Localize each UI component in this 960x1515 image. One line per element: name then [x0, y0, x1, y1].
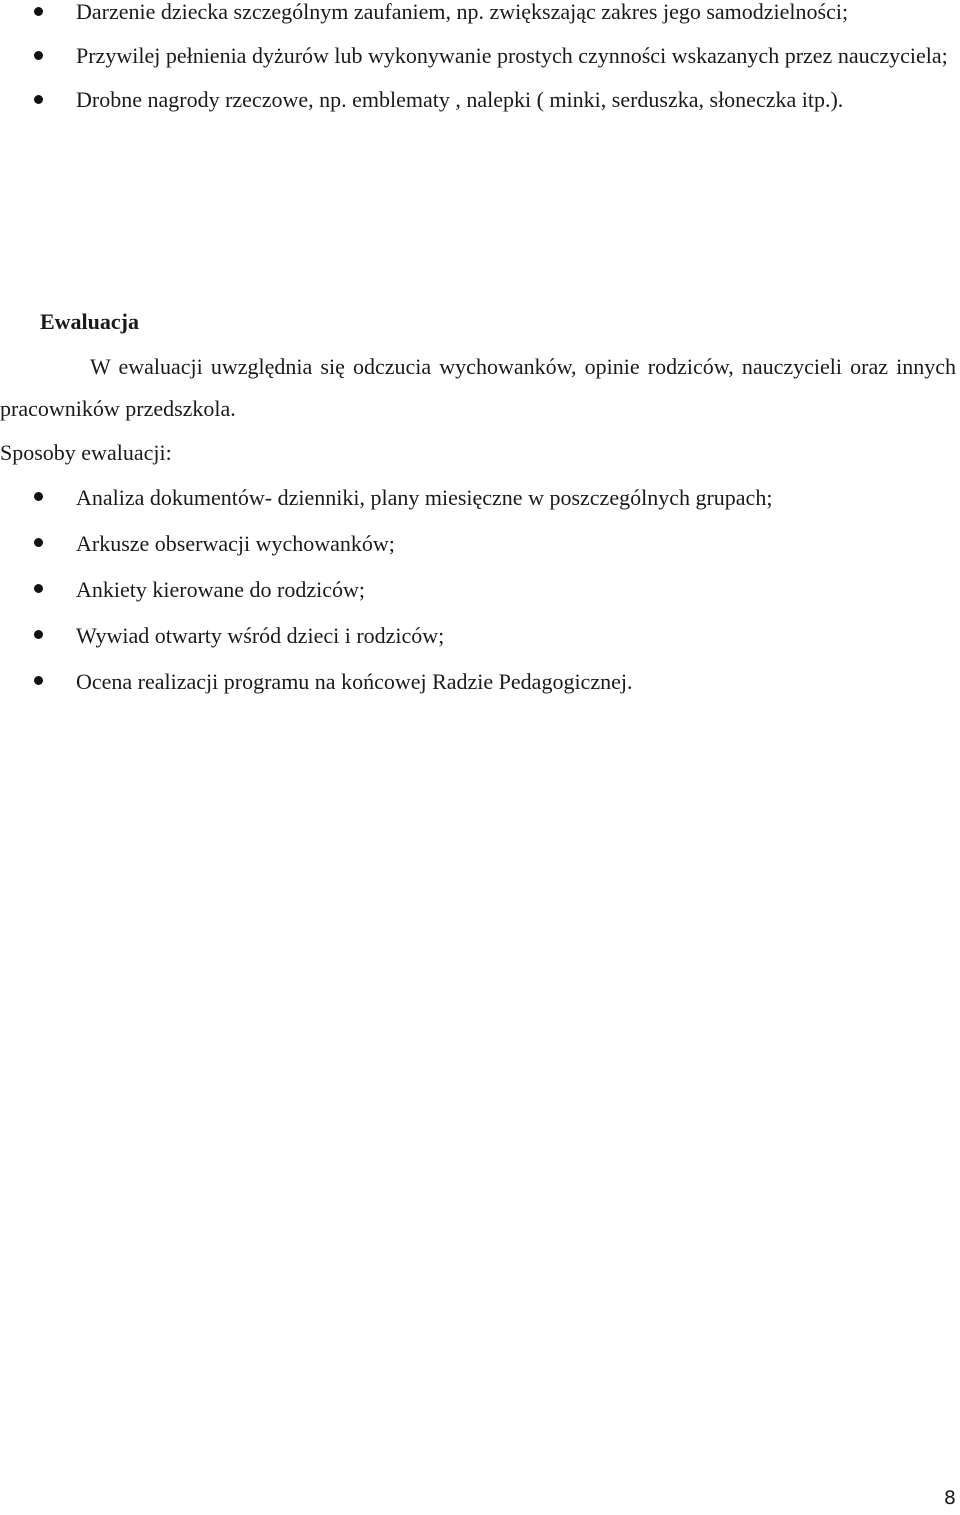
list-item-text: Analiza dokumentów- dzienniki, plany miesięczne w poszczególnych grupach; [76, 485, 773, 510]
list-item-text: Arkusze obserwacji wychowanków; [76, 531, 395, 556]
bullet-icon [34, 630, 43, 639]
list-item [0, 34, 960, 78]
bullet-icon [34, 676, 43, 685]
evaluation-paragraph: W ewaluacji uwzględnia się odczucia wychowanków, opinie rodziców, nauczycieli oraz innych pracowników przedszkola. [0, 354, 956, 421]
evaluation-methods-list [0, 475, 960, 705]
list-item [0, 567, 960, 613]
list-item [0, 475, 960, 521]
list-item [0, 521, 960, 567]
methods-label: Sposoby ewaluacji: [0, 440, 172, 465]
list-item-text: Darzenie dziecka szczególnym zaufaniem, np. zwiększając zakres jego samodzielności; [76, 0, 849, 24]
list-item [0, 613, 960, 659]
list-item-text: Ocena realizacji programu na końcowej Radzie Pedagogicznej. [76, 669, 633, 694]
page-number: 8 [943, 1487, 956, 1509]
bullet-icon [34, 95, 43, 104]
list-item-text: Przywilej pełnienia dyżurów lub wykonywanie prostych czynności wskazanych przez nauczyciela; [76, 43, 948, 68]
list-item-text: Ankiety kierowane do rodziców; [76, 577, 365, 602]
list-item [0, 0, 960, 34]
rewards-list [0, 0, 960, 122]
list-item-text: Drobne nagrody rzeczowe, np. emblematy , nalepki ( minki, serduszka, słoneczka itp.). [76, 87, 844, 112]
bullet-icon [34, 538, 43, 547]
list-item [0, 78, 960, 122]
bullet-icon [34, 7, 43, 16]
bullet-icon [34, 492, 43, 501]
bullet-icon [34, 51, 43, 60]
bullet-icon [34, 584, 43, 593]
list-item [0, 659, 960, 705]
section-heading: Ewaluacja [40, 309, 139, 334]
list-item-text: Wywiad otwarty wśród dzieci i rodziców; [76, 623, 445, 648]
